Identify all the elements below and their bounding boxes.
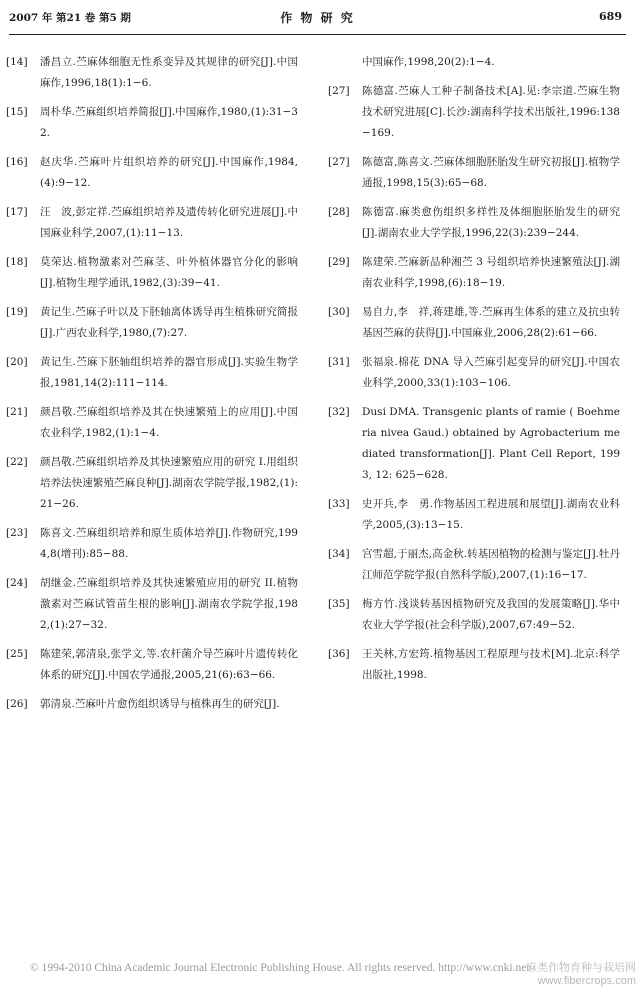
reference-entry — [6, 302, 298, 344]
watermark-text: 麻类作物育种与栽培网 — [526, 962, 636, 974]
reference-text: 陈德富.麻类愈伤组织多样性及体细胞胚胎发生的研究[J].湖南农业大学学报,1996,22(3):239−244. — [362, 206, 620, 239]
reference-entry — [6, 402, 298, 444]
reference-entry — [328, 594, 620, 636]
reference-entry — [328, 302, 620, 344]
reference-text: 郭清泉.苎麻叶片愈伤组织诱导与植株再生的研究[J]. — [40, 698, 280, 710]
reference-text: 王关林,方宏筠.植物基因工程原理与技术[M].北京:科学出版社,1998. — [362, 648, 620, 681]
reference-text: 梅方竹.浅谈转基因植物研究及我国的发展策略[J].华中农业大学学报(社会科学版),2007,67:49−52. — [362, 598, 620, 631]
reference-text: 胡继金.苎麻组织培养及其快速繁殖应用的研究 II.植物激素对苎麻试管苗生根的影响[J].湖南农学院学报,1982,(1):27−32. — [40, 577, 298, 631]
reference-entry — [6, 644, 298, 686]
reference-entry — [6, 694, 298, 715]
reference-number: [20] — [6, 356, 28, 368]
reference-text: 陈建荣,郭清泉,张学文,等.农杆菌介导苎麻叶片遗传转化体系的研究[J].中国农学通报,2005,21(6):63−66. — [40, 648, 298, 681]
reference-entry — [328, 644, 620, 686]
reference-entry — [328, 544, 620, 586]
reference-number: [33] — [328, 498, 350, 510]
reference-text: 陈德富.苎麻人工种子制备技术[A].见:李宗道.苎麻生物技术研究进展[C].长沙:湖南科学技术出版社,1996:138−169. — [362, 85, 620, 139]
reference-number: [34] — [328, 548, 350, 560]
copyright-footer: © 1994-2010 China Academic Journal Electronic Publishing House. All rights reserved. http://www.cnki.net — [30, 962, 530, 974]
reference-text: 陈建荣.苎麻新品种湘苎 3 号组织培养快速繁殖法[J].湖南农业科学,1998,(6):18−19. — [362, 256, 620, 289]
reference-number: [27] — [328, 156, 350, 168]
journal-title: 作 物 研 究 — [280, 11, 355, 25]
references-left-column — [6, 52, 298, 723]
reference-text: Dusi DMA. Transgenic plants of ramie ( Boehmeria nivea Gaud.) obtained by Agrobacterium mediated transformation[J]. Plant Cell Report, 1993, 12: 625−628. — [362, 406, 620, 481]
reference-number: [28] — [328, 206, 350, 218]
reference-entry — [6, 352, 298, 394]
reference-number: [14] — [6, 56, 28, 68]
reference-entry — [6, 152, 298, 194]
reference-entry — [6, 523, 298, 565]
reference-number: [32] — [328, 406, 350, 418]
reference-entry — [328, 81, 620, 144]
reference-entry — [328, 402, 620, 486]
reference-entry — [328, 52, 620, 73]
reference-entry — [6, 573, 298, 636]
reference-number: [26] — [6, 698, 28, 710]
references-right-column — [328, 52, 620, 694]
reference-number: [36] — [328, 648, 350, 660]
site-watermark — [526, 962, 636, 988]
reference-number: [35] — [328, 598, 350, 610]
reference-text: 易自力,李 祥,蒋建雄,等.苎麻再生体系的建立及抗虫转基因苎麻的获得[J].中国麻业,2006,28(2):61−66. — [362, 306, 620, 339]
reference-entry — [328, 252, 620, 294]
reference-number: [24] — [6, 577, 28, 589]
reference-number: [22] — [6, 456, 28, 468]
reference-text: 张福泉.棉花 DNA 导入苎麻引起变异的研究[J].中国农业科学,2000,33(1):103−106. — [362, 356, 620, 389]
reference-number: [16] — [6, 156, 28, 168]
reference-entry — [6, 102, 298, 144]
reference-text: 颜昌敬.苎麻组织培养及其快速繁殖应用的研究 I.用组织培养法快速繁殖苎麻良种[J].湖南农学院学报,1982,(1):21−26. — [40, 456, 298, 510]
page-header — [9, 4, 626, 35]
reference-number: [29] — [328, 256, 350, 268]
reference-entry — [6, 52, 298, 94]
reference-number: [27] — [328, 85, 350, 97]
reference-number: [17] — [6, 206, 28, 218]
reference-text: 陈喜文.苎麻组织培养和原生质体培养[J].作物研究,1994,8(增刊):85−88. — [40, 527, 298, 560]
reference-number: [19] — [6, 306, 28, 318]
reference-number: [31] — [328, 356, 350, 368]
reference-text: 宫雪超,于丽杰,高金秋.转基因植物的检测与鉴定[J].牡丹江师范学院学报(自然科学版),2007,(1):16−17. — [362, 548, 620, 581]
reference-text: 颜昌敬.苎麻组织培养及其在快速繁殖上的应用[J].中国农业科学,1982,(1):1−4. — [40, 406, 298, 439]
reference-entry — [328, 352, 620, 394]
reference-number: [15] — [6, 106, 28, 118]
reference-text: 中国麻作,1998,20(2):1−4. — [362, 56, 495, 68]
reference-text: 黄记生.苎麻子叶以及下胚轴离体诱导再生植株研究简报[J].广西农业科学,1980,(7):27. — [40, 306, 298, 339]
page-number: 689 — [599, 10, 622, 23]
reference-number: [25] — [6, 648, 28, 660]
reference-number: [30] — [328, 306, 350, 318]
reference-text: 潘昌立.苎麻体细胞无性系变异及其规律的研究[J].中国麻作,1996,18(1):1−6. — [40, 56, 298, 89]
reference-number: [21] — [6, 406, 28, 418]
reference-number: [18] — [6, 256, 28, 268]
reference-text: 周朴华.苎麻组织培养简报[J].中国麻作,1980,(1):31−32. — [40, 106, 298, 139]
reference-entry — [6, 452, 298, 515]
reference-entry — [6, 202, 298, 244]
reference-entry — [6, 252, 298, 294]
reference-number: [23] — [6, 527, 28, 539]
reference-entry — [328, 494, 620, 536]
reference-text: 史开兵,李 勇.作物基因工程进展和展望[J].湖南农业科学,2005,(3):13−15. — [362, 498, 620, 531]
reference-text: 赵庆华.苎麻叶片组织培养的研究[J].中国麻作,1984,(4):9−12. — [40, 156, 298, 189]
journal-issue: 2007 年 第21 卷 第5 期 — [9, 12, 131, 24]
reference-text: 莫荣达.植物激素对苎麻茎、叶外植体器官分化的影响[J].植物生理学通讯,1982,(3):39−41. — [40, 256, 298, 289]
watermark-url: www.fibercrops.com — [537, 975, 636, 987]
reference-text: 黄记生.苎麻下胚轴组织培养的器官形成[J].实验生物学报,1981,14(2):111−114. — [40, 356, 298, 389]
reference-entry — [328, 152, 620, 194]
reference-text: 汪 波,彭定祥.苎麻组织培养及遗传转化研究进展[J].中国麻业科学,2007,(1):11−13. — [40, 206, 298, 239]
reference-entry — [328, 202, 620, 244]
reference-text: 陈德富,陈喜文.苎麻体细胞胚胎发生研究初报[J].植物学通报,1998,15(3):65−68. — [362, 156, 620, 189]
